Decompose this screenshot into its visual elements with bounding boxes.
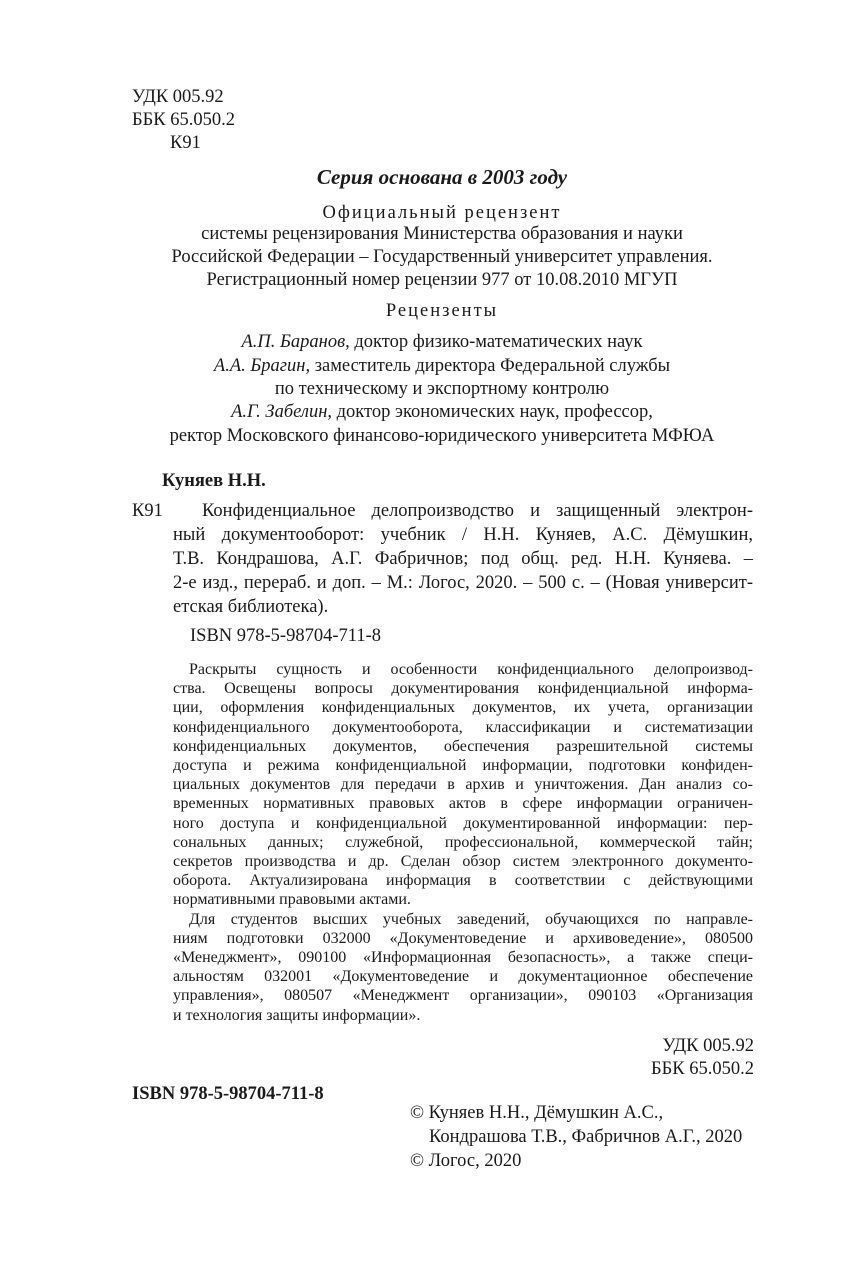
reviewer-title: , доктор физико-математических наук [345, 332, 643, 352]
annotation-line: циальных документов для передачи в архив и уничтожения. Дан анализ со- [173, 776, 753, 794]
biblio-description [173, 499, 753, 619]
bbk-code: ББК 65.050.2 [132, 110, 235, 130]
biblio-line: 2-е изд., перераб. и доп. – М.: Логос, 2020. – 500 с. – (Новая университ- [173, 573, 753, 593]
copyright-block [410, 1101, 742, 1173]
annotation-line: конфиденциальных документов, обеспечения разрешительной системы [173, 737, 753, 755]
reviewers-heading: Рецензенты [385, 301, 499, 321]
copyright-line: Кондрашова Т.В., Фабричнов А.Г., 2020 [429, 1127, 743, 1147]
reviewer-1 [0, 330, 857, 354]
annotation-line: ства. Освещены вопросы документирования конфиденциальной информа- [173, 680, 753, 698]
annotation-line: конфиденциального документооборота, классификации и систематизации [173, 718, 753, 736]
udk-code: УДК 005.92 [132, 87, 224, 107]
annotation-line: альностям 032001 «Документоведение и документационное обеспечение [173, 968, 753, 986]
series-note: Серия основана в 2003 году [316, 165, 568, 189]
annotation-line: «Менеджмент», 090100 «Информационная безопасность», а также специ- [173, 949, 753, 967]
author-mark: К91 [170, 133, 201, 153]
annotation-line: ции, оформления конфиденциальных документов, их учета, организации [173, 699, 753, 717]
official-reviewer-line: Регистрационный номер рецензии 977 от 10.08.2010 МГУП [206, 270, 678, 290]
reviewer-name: А.А. Брагин [213, 356, 306, 376]
annotation-line: ниям подготовки 032000 «Документоведение и архивоведение», 080500 [173, 929, 753, 947]
official-reviewer-heading: Официальный рецензент [322, 203, 562, 223]
udk-block-bottom [560, 1035, 754, 1081]
copyright-line: © Куняев Н.Н., Дёмушкин А.С., [410, 1103, 664, 1123]
udk-code: УДК 005.92 [662, 1036, 754, 1056]
reviewer-2 [0, 354, 857, 378]
annotation-line: оборота. Актуализирована информация в соответствии с действующими [173, 872, 753, 890]
biblio-code: К91 [132, 501, 163, 521]
biblio-line: етская библиотека). [173, 597, 329, 617]
biblio-line: ный документооборот: учебник / Н.Н. Куняев, А.С. Дёмушкин, [173, 525, 753, 545]
annotation-line: сональных данных; служебной, профессиональной, коммерческой тайн; [173, 833, 753, 851]
annotation-line: нормативными правовыми актами. [173, 891, 411, 909]
annotation-line: управления», 080507 «Менеджмент организации», 090103 «Организация [173, 987, 753, 1005]
official-reviewer-line: системы рецензирования Министерства образования и науки [201, 224, 683, 244]
udk-block-top [132, 86, 235, 155]
annotation-line: Раскрыты сущность и особенности конфиденциального делопроизвод- [189, 661, 753, 678]
isbn-inline: ISBN 978-5-98704-711-8 [190, 626, 381, 646]
annotation-line: временных нормативных правовых актов в сфере информации ограничен- [173, 795, 753, 813]
biblio-line: Т.В. Кондрашова, А.Г. Фабричнов; под общ. ред. Н.Н. Куняева. – [173, 549, 753, 569]
isbn-bottom: ISBN 978-5-98704-711-8 [132, 1084, 324, 1104]
reviewer-name: А.Г. Забелин [231, 402, 328, 422]
annotation [173, 660, 753, 1025]
reviewer-3 [0, 400, 857, 424]
reviewer-title: , заместитель директора Федеральной службы [305, 356, 671, 376]
annotation-line: и технология защиты информации». [173, 1006, 421, 1024]
official-reviewer-line: Российской Федерации – Государственный университет управления. [171, 247, 713, 267]
annotation-line: ного доступа и конфиденциальной документированной информации: пер- [173, 814, 753, 832]
annotation-line: Для студентов высших учебных заведений, обучающихся по направле- [189, 910, 753, 928]
reviewer-title: , доктор экономических наук, профессор, [327, 402, 653, 422]
reviewer-name: А.П. Баранов [241, 332, 346, 352]
annotation-line: секретов производства и др. Сделан обзор систем электронного документо- [173, 853, 753, 871]
biblio-line: Конфиденциальное делопроизводство и защищенный электрон- [202, 501, 753, 521]
reviewer-3-line2: ректор Московского финансово-юридического университета МФЮА [169, 426, 715, 446]
biblio-author: Куняев Н.Н. [162, 471, 266, 491]
bbk-code: ББК 65.050.2 [651, 1059, 754, 1079]
annotation-line: доступа и режима конфиденциальной информации, подготовки конфиден- [173, 757, 753, 775]
reviewer-2-line2: по техническому и экспортному контролю [274, 379, 610, 399]
copyright-line: © Логос, 2020 [410, 1151, 522, 1171]
